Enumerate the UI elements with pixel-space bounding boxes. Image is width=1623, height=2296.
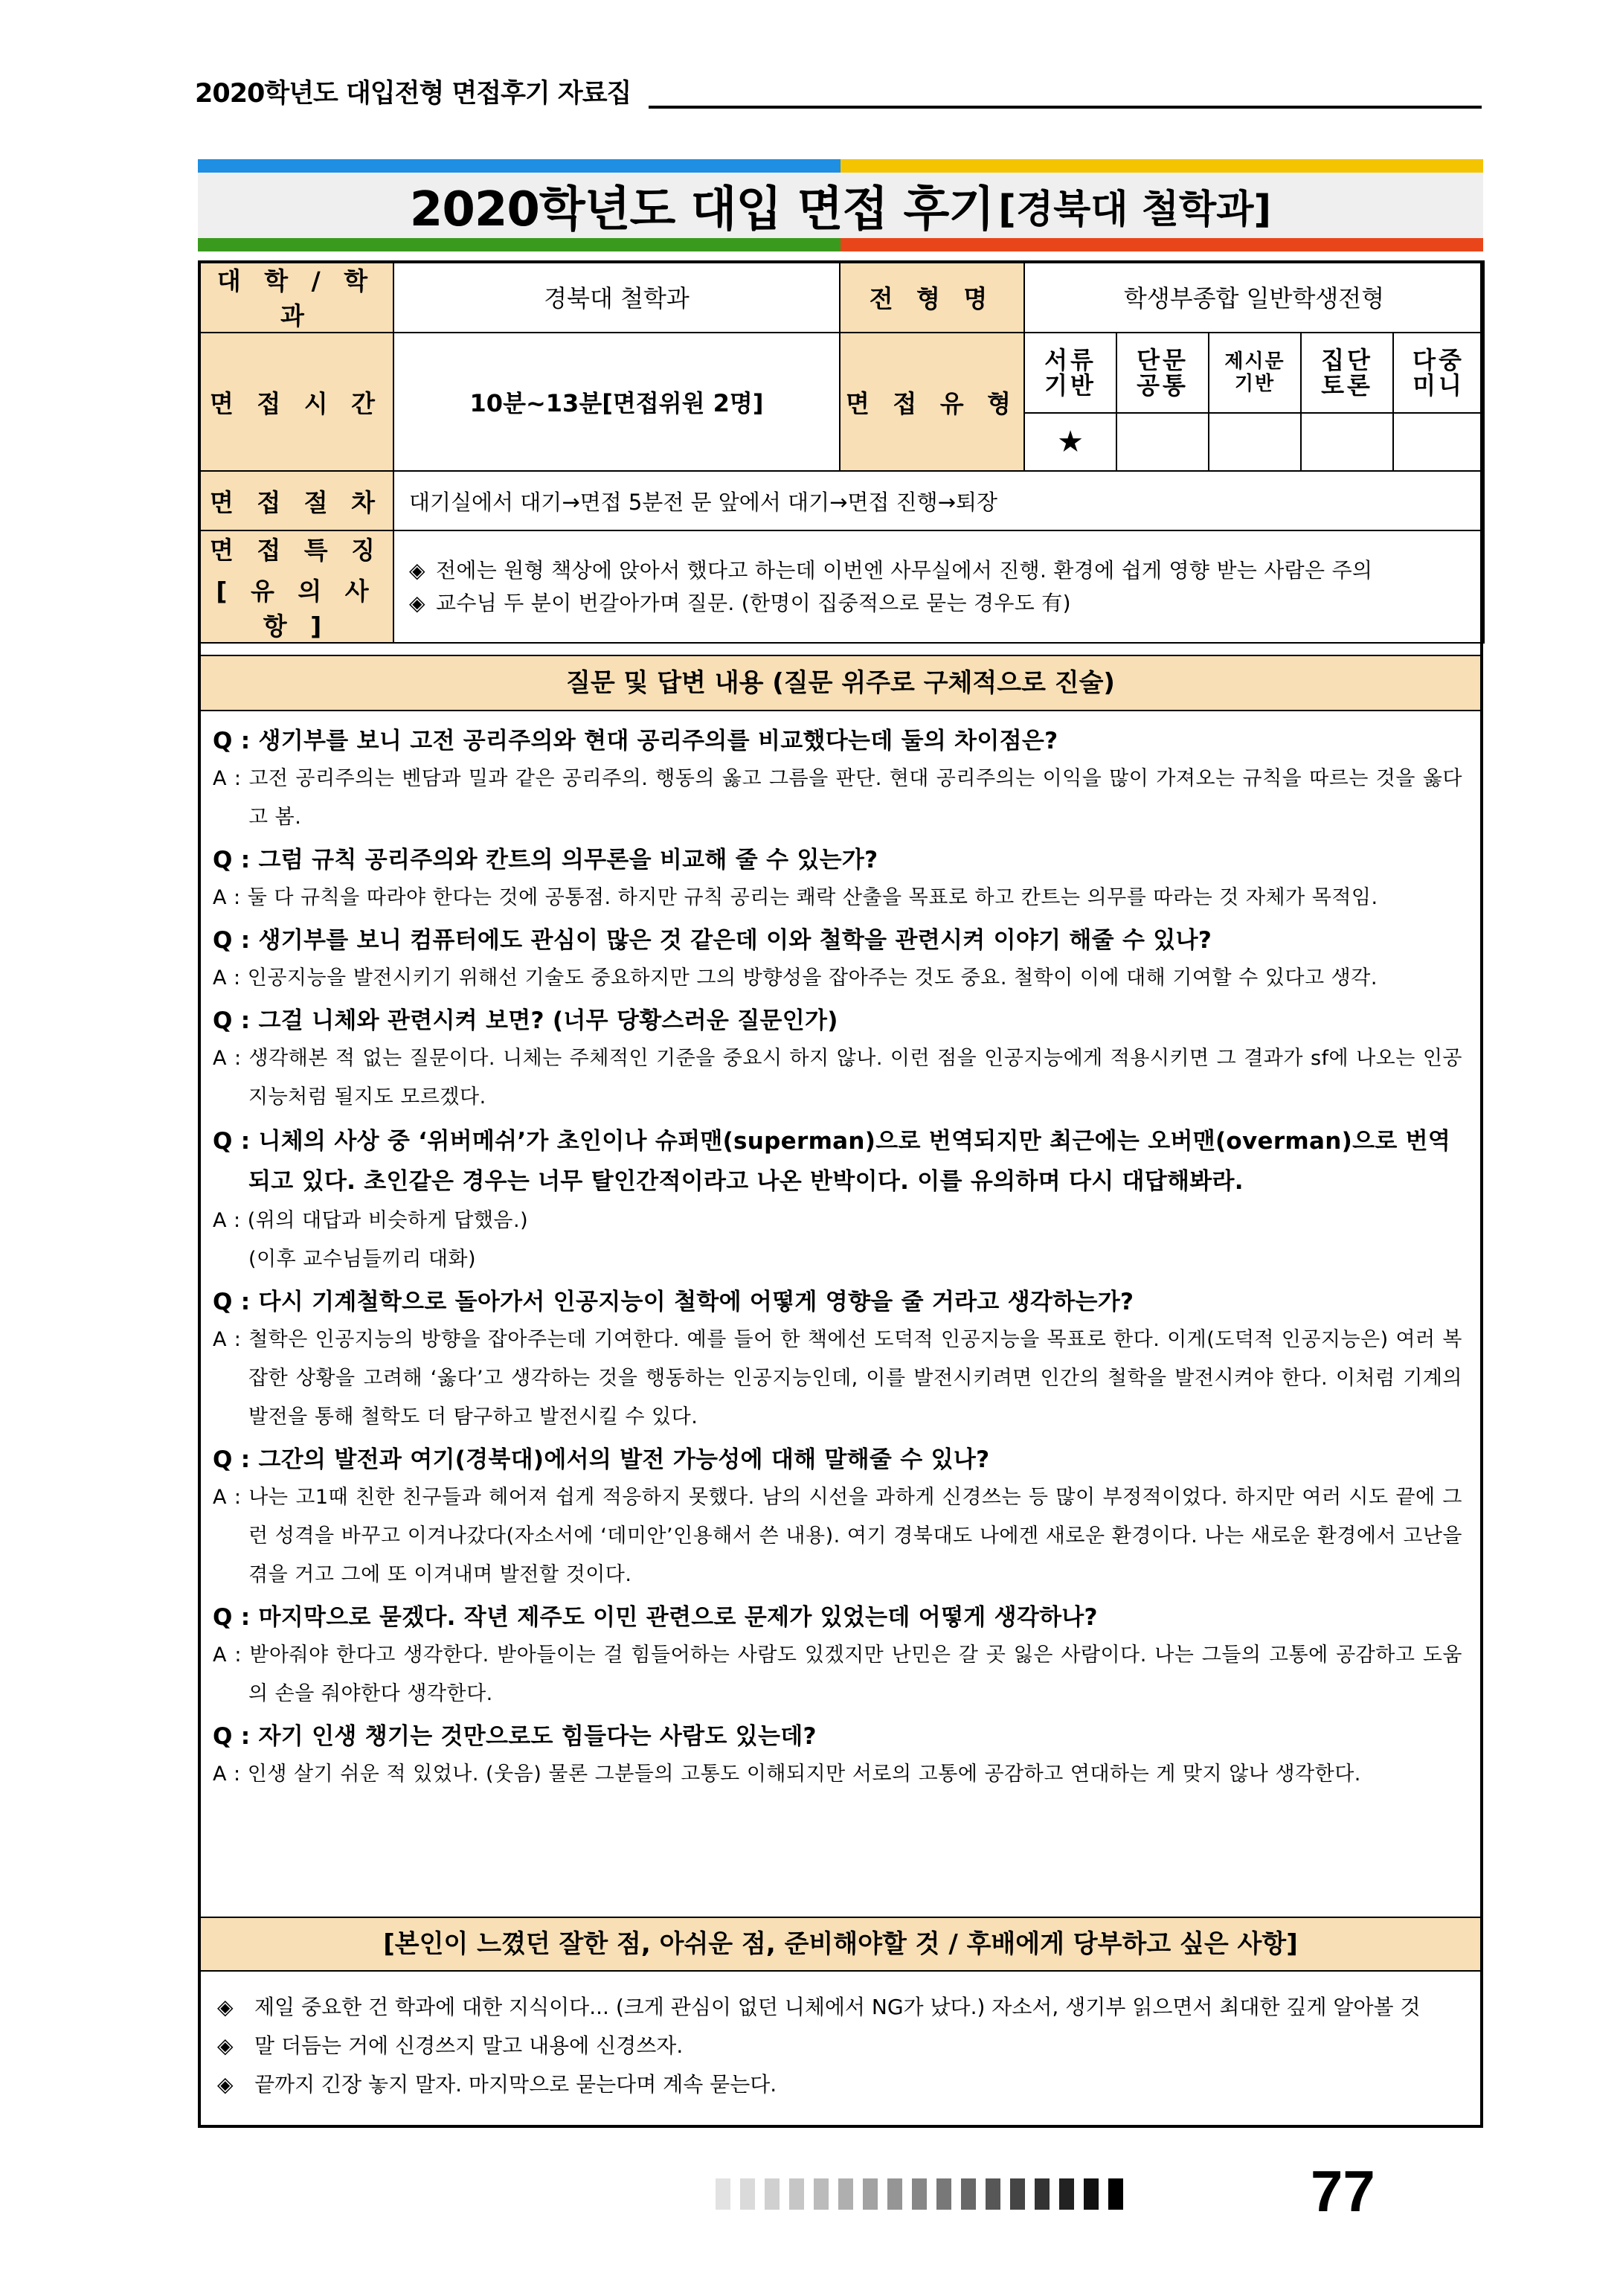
page-number: 77	[1311, 2158, 1375, 2224]
question: Q : 그럼 규칙 공리주의와 칸트의 의무론을 비교해 줄 수 있는가?	[213, 847, 878, 873]
univ-label: 대 학 / 학 과	[199, 261, 393, 333]
banner-bar-red	[841, 238, 1483, 251]
banner-bar-green	[198, 238, 841, 251]
question: Q : 생기부를 보니 컴퓨터에도 관심이 많은 것 같은데 이와 철학을 관련시켜 이야기 해줄 수 있나?	[213, 927, 1212, 954]
title-banner	[198, 173, 1483, 238]
type-value: 학생부종합 일반학생전형	[1024, 261, 1484, 333]
answer: A : 고전 공리주의는 벤담과 밀과 같은 공리주의. 행동의 옳고 그름을 판단. 현대 공리주의는 이익을 많이 가져오는 규칙을 따르는 것을 옳다고 봄.	[213, 767, 1462, 829]
feature-item: ◈ 교수님 두 분이 번갈아가며 질문. (한명이 집중적으로 묻는 경우도 有)	[394, 587, 1473, 620]
answer: A : 생각해본 적 없는 질문이다. 니체는 주체적인 기준을 중요시 하지 않나. 이런 점을 인공지능에게 적용시키면 그 결과가 sf에 나오는 인공지능처럼 될지도 모르겠다.	[213, 1047, 1462, 1109]
question: Q : 마지막으로 묻겠다. 작년 제주도 이민 관련으로 문제가 있었는데 어떻게 생각하나?	[213, 1604, 1098, 1631]
qa-section-header: 질문 및 답변 내용 (질문 위주로 구체적으로 진술)	[201, 655, 1480, 711]
question: Q : 니체의 사상 중 ‘위버메쉬’가 초인이나 슈퍼맨(superman)으로 번역되지만 최근에는 오버맨(overman)으로 번역되고 있다. 초인같은 경우는 너무 탈인간적이라고 나온 반박이다. 이를 유의하며 다시 대답해봐라.	[213, 1128, 1451, 1195]
kind-short-common: 단문 공통	[1116, 333, 1209, 413]
question: Q : 그간의 발전과 여기(경북대)에서의 발전 가능성에 대해 말해줄 수 있나?	[213, 1446, 990, 1473]
tips-section-header: [본인이 느꼈던 잘한 점, 아쉬운 점, 준비해야할 것 / 후배에게 당부하고 싶은 사항]	[201, 1917, 1480, 1972]
answer: A : 철학은 인공지능의 방향을 잡아주는데 기여한다. 예를 들어 한 책에선 도덕적 인공지능을 목표로 한다. 이게(도덕적 인공지능은) 여러 복잡한 상황을 고려해 ‘옳다’고 생각하는 것을 행동하는 인공지능인데, 이를 발전시키려면 인간의 철학을 발전시켜야 한다. 이처럼 기계의 발전을 통해 철학도 더 탐구하고 발전시킬 수 있다.	[213, 1328, 1462, 1428]
tip-item: ◈ 제일 중요한 건 학과에 대한 지식이다... (크게 관심이 없던 니체에서 NG가 났다.) 자소서, 생기부 읽으면서 최대한 깊게 알아볼 것	[213, 1988, 1462, 2027]
header-rule	[649, 106, 1482, 109]
page-subtitle: [경북대 철학과]	[998, 187, 1272, 232]
tip-item: ◈ 말 더듬는 거에 신경쓰지 말고 내용에 신경쓰자.	[213, 2027, 1462, 2065]
answer: A : 받아줘야 한다고 생각한다. 받아들이는 걸 힘들어하는 사람도 있겠지만 난민은 갈 곳 잃은 사람이다. 나는 그들의 고통에 공감하고 도움의 손을 줘야한다 생각한다.	[213, 1644, 1462, 1705]
feature-label: 면 접 특 징 [ 유 의 사 항 ]	[199, 530, 393, 643]
diamond-bullet-icon: ◈	[217, 2072, 234, 2097]
content-frame	[198, 260, 1483, 2128]
kind-document: 서류 기반	[1024, 333, 1116, 413]
selected-star-icon: ★	[1024, 413, 1116, 471]
kind-label: 면 접 유 형	[840, 333, 1024, 471]
kind-group-debate: 집단 토론	[1301, 333, 1393, 413]
time-value: 10분~13분[면접위원 2명]	[393, 333, 840, 471]
univ-value: 경북대 철학과	[393, 261, 840, 333]
answer: A : 인생 살기 쉬운 적 있었나. (웃음) 물론 그분들의 고통도 이해되지만 서로의 고통에 공감하고 연대하는 게 맞지 않나 생각한다.	[213, 1763, 1361, 1786]
diamond-bullet-icon: ◈	[409, 557, 425, 583]
page-title: 2020학년도 대입 면접 후기	[409, 182, 994, 237]
question: Q : 그걸 니체와 관련시켜 보면? (너무 당황스러운 질문인가)	[213, 1007, 838, 1034]
question: Q : 생기부를 보니 고전 공리주의와 현대 공리주의를 비교했다는데 둘의 차이점은?	[213, 728, 1058, 754]
type-label: 전 형 명	[840, 261, 1024, 333]
time-label: 면 접 시 간	[199, 333, 393, 471]
answer: A : (위의 대답과 비슷하게 답했음.)	[213, 1209, 529, 1232]
procedure-value: 대기실에서 대기→면접 5분전 문 앞에서 대기→면접 진행→퇴장	[393, 471, 1484, 530]
procedure-label: 면 접 절 차	[199, 471, 393, 530]
answer: A : 둘 다 규칙을 따라야 한다는 것에 공통점. 하지만 규칙 공리는 쾌락 산출을 목표로 하고 칸트는 의무를 따라는 것 자체가 목적임.	[213, 886, 1378, 909]
question: Q : 다시 기계철학으로 돌아가서 인공지능이 철학에 어떻게 영향을 줄 거라고 생각하는가?	[213, 1289, 1134, 1315]
footer-gradient-marks	[716, 2178, 1123, 2210]
tip-item: ◈ 끝까지 긴장 놓지 말자. 마지막으로 묻는다며 계속 묻는다.	[213, 2065, 1462, 2104]
answer-note: (이후 교수님들끼리 대화)	[248, 1248, 477, 1271]
diamond-bullet-icon: ◈	[217, 1995, 234, 2019]
answer: A : 나는 고1때 친한 친구들과 헤어져 쉽게 적응하지 못했다. 남의 시선을 과하게 신경쓰는 등 많이 부정적이었다. 하지만 여러 시도 끝에 그런 성격을 바꾸고 이겨나갔다(자소서에 ‘데미안’인용해서 쓴 내용). 여기 경북대도 나에겐 새로운 환경이다. 나는 새로운 환경에서 고난을 겪을 거고 그에 또 이겨내며 발전할 것이다.	[213, 1486, 1462, 1586]
diamond-bullet-icon: ◈	[409, 590, 425, 615]
diamond-bullet-icon: ◈	[217, 2033, 234, 2058]
question: Q : 자기 인생 챙기는 것만으로도 힘들다는 사람도 있는데?	[213, 1723, 817, 1750]
feature-item: ◈ 전에는 원형 책상에 앉아서 했다고 하는데 이번엔 사무실에서 진행. 환경에 쉽게 영향 받는 사람은 주의	[394, 554, 1473, 587]
kind-multi-mini: 다중 미니	[1393, 333, 1484, 413]
running-header: 2020학년도 대입전형 면접후기 자료집	[195, 79, 631, 109]
kind-prompt: 제시문 기반	[1209, 333, 1301, 413]
answer: A : 인공지능을 발전시키기 위해선 기술도 중요하지만 그의 방향성을 잡아주는 것도 중요. 철학이 이에 대해 기여할 수 있다고 생각.	[213, 966, 1378, 990]
